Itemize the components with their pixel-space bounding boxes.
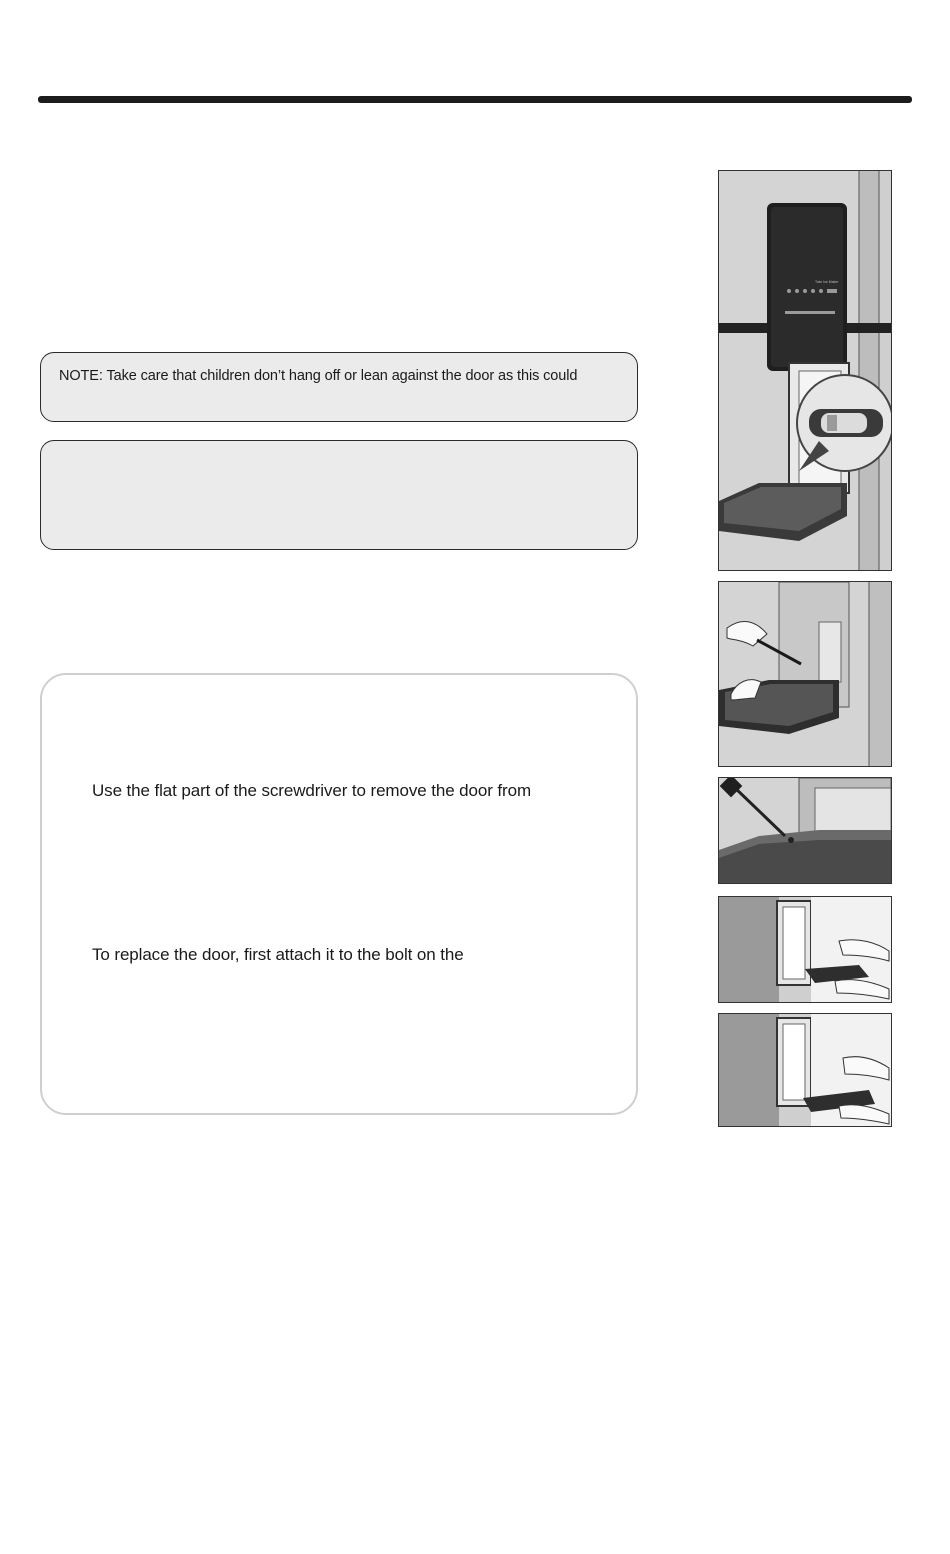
replace-door-illustration-2 <box>718 1013 892 1127</box>
replace-door-step: To replace the door, first attach it to the bolt on the <box>92 945 464 964</box>
instructions-box <box>40 673 638 1115</box>
screwdriver-hinge-illustration <box>718 777 892 884</box>
remove-door-step: Use the flat part of the screwdriver to remove the door from <box>92 781 532 800</box>
screwdriver-hands-illustration <box>718 581 892 767</box>
note-text: NOTE: Take care that children don’t hang off or lean against the door as this could <box>59 368 578 384</box>
info-box <box>40 440 638 550</box>
note-box <box>40 352 638 422</box>
header-rule <box>38 96 912 103</box>
panel-display-label: Twin Ice Maker <box>815 280 839 284</box>
dispenser-door-illustration <box>718 170 892 571</box>
replace-door-illustration-1 <box>718 896 892 1003</box>
